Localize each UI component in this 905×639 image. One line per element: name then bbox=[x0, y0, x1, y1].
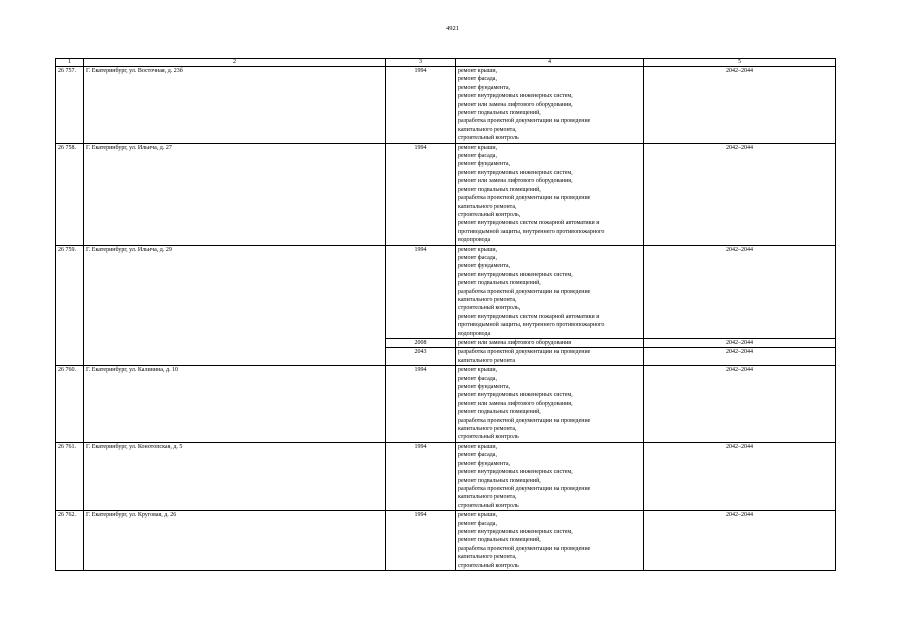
header-col-1: 1 bbox=[56, 59, 84, 67]
work-item: противодымной защиты, внутреннего противопожарного bbox=[458, 228, 605, 235]
work-item: ремонт подвальных помещений, bbox=[458, 477, 541, 484]
work-item: ремонт внутридомовых инженерных систем, bbox=[458, 93, 573, 100]
year-cell: 1994 bbox=[386, 442, 456, 510]
work-item: ремонт внутридомовых систем пожарной автоматики и bbox=[458, 313, 600, 320]
work-item: ремонт крыши, bbox=[458, 512, 498, 519]
row-number: 26 759. bbox=[56, 245, 84, 366]
year-cell: 1994 bbox=[386, 143, 456, 245]
work-item: ремонт фасада, bbox=[458, 452, 497, 459]
work-item: ремонт фасада, bbox=[458, 254, 497, 261]
work-item: ремонт крыши, bbox=[458, 246, 498, 253]
work-item: водопровода bbox=[458, 330, 491, 337]
works-cell bbox=[456, 366, 644, 443]
work-item: строительный контроль bbox=[458, 434, 519, 441]
work-item: ремонт внутридомовых инженерных систем, bbox=[458, 271, 573, 278]
work-item: ремонт крыши, bbox=[458, 443, 498, 450]
address-cell: Г. Екатеринбург, ул. Конотопская, д. 5 bbox=[84, 442, 386, 510]
work-item: строительный контроль bbox=[458, 562, 519, 569]
work-item: ремонт подвальных помещений, bbox=[458, 110, 541, 117]
work-item: ремонт или замена лифтового оборудования bbox=[458, 340, 572, 346]
row-number: 26 761. bbox=[56, 442, 84, 510]
work-item: капитального ремонта, bbox=[458, 494, 517, 501]
header-col-2: 2 bbox=[84, 59, 386, 67]
address-cell: Г. Екатеринбург, ул. Ильича, д. 27 bbox=[84, 143, 386, 245]
work-item: разработка проектной документации на проведение bbox=[458, 417, 591, 424]
work-item: ремонт фундамента, bbox=[458, 263, 510, 270]
year-cell: 2043 bbox=[386, 348, 456, 366]
work-item: ремонт внутридомовых инженерных систем, bbox=[458, 469, 573, 476]
header-col-4: 4 bbox=[456, 59, 644, 67]
work-item: ремонт внутридомовых инженерных систем, bbox=[458, 528, 573, 535]
year-cell: 1994 bbox=[386, 511, 456, 571]
work-item: строительный контроль bbox=[458, 502, 519, 509]
works-cell bbox=[456, 339, 644, 348]
work-item: ремонт крыши, bbox=[458, 367, 498, 374]
work-item: разработка проектной документации на проведение bbox=[458, 118, 591, 125]
work-item: строительный контроль, bbox=[458, 305, 521, 312]
year-cell: 1994 bbox=[386, 366, 456, 443]
work-item: ремонт или замена лифтового оборудования, bbox=[458, 101, 573, 108]
term-cell: 2042–2044 bbox=[644, 339, 836, 348]
work-item: ремонт подвальных помещений, bbox=[458, 537, 541, 544]
page-number: 4921 bbox=[446, 25, 459, 32]
row-number: 26 757. bbox=[56, 67, 84, 144]
works-cell bbox=[456, 348, 644, 366]
address-cell: Г. Екатеринбург, ул. Восточная, д. 23б bbox=[84, 67, 386, 144]
work-item: ремонт фасада, bbox=[458, 76, 497, 83]
work-item: капитального ремонта bbox=[458, 357, 516, 364]
header-col-5: 5 bbox=[644, 59, 836, 67]
term-cell: 2042–2044 bbox=[644, 511, 836, 571]
address-cell: Г. Екатеринбург, ул. Калинина, д. 10 bbox=[84, 366, 386, 443]
address-cell: Г. Екатеринбург, ул. Ильича, д. 29 bbox=[84, 245, 386, 366]
work-item: ремонт фундамента, bbox=[458, 384, 510, 391]
capital-repair-table bbox=[55, 58, 836, 571]
work-item: капитального ремонта, bbox=[458, 426, 517, 433]
row-number: 26 758. bbox=[56, 143, 84, 245]
work-item: ремонт фасада, bbox=[458, 520, 497, 527]
works-cell bbox=[456, 442, 644, 510]
header-row bbox=[56, 59, 836, 67]
work-item: капитального ремонта, bbox=[458, 203, 517, 210]
row-number: 26 762. bbox=[56, 511, 84, 571]
work-item: строительный контроль bbox=[458, 135, 519, 142]
term-cell: 2042–2044 bbox=[644, 143, 836, 245]
work-item: строительный контроль, bbox=[458, 211, 521, 218]
work-item: разработка проектной документации на проведение bbox=[458, 485, 591, 492]
table-row bbox=[56, 442, 836, 510]
year-cell: 1994 bbox=[386, 245, 456, 338]
works-cell bbox=[456, 245, 644, 338]
address-cell: Г. Екатеринбург, ул. Круговая, д. 26 bbox=[84, 511, 386, 571]
works-cell bbox=[456, 67, 644, 144]
work-item: водопровода bbox=[458, 237, 491, 244]
year-cell: 1994 bbox=[386, 67, 456, 144]
work-item: ремонт подвальных помещений, bbox=[458, 186, 541, 193]
term-cell: 2042–2044 bbox=[644, 245, 836, 338]
table-row bbox=[56, 67, 836, 144]
table-row bbox=[56, 143, 836, 245]
work-item: ремонт подвальных помещений, bbox=[458, 409, 541, 416]
header-col-3: 3 bbox=[386, 59, 456, 67]
year-cell: 2008 bbox=[386, 339, 456, 348]
works-cell bbox=[456, 143, 644, 245]
term-cell: 2042–2044 bbox=[644, 442, 836, 510]
work-item: капитального ремонта, bbox=[458, 554, 517, 561]
work-item: ремонт внутридомовых инженерных систем, bbox=[458, 169, 573, 176]
work-item: ремонт фундамента, bbox=[458, 84, 510, 91]
work-item: ремонт или замена лифтового оборудования, bbox=[458, 178, 573, 185]
work-item: ремонт или замена лифтового оборудования, bbox=[458, 400, 573, 407]
work-item: ремонт фундамента, bbox=[458, 161, 510, 168]
work-item: капитального ремонта, bbox=[458, 126, 517, 133]
term-cell: 2042–2044 bbox=[644, 366, 836, 443]
row-number: 26 760. bbox=[56, 366, 84, 443]
works-cell bbox=[456, 511, 644, 571]
table-row bbox=[56, 245, 836, 338]
work-item: ремонт внутридомовых систем пожарной автоматики и bbox=[458, 220, 600, 227]
table-row bbox=[56, 366, 836, 443]
work-item: противодымной защиты, внутреннего противопожарного bbox=[458, 322, 605, 329]
work-item: ремонт фасада, bbox=[458, 375, 497, 382]
work-item: ремонт фасада, bbox=[458, 153, 497, 160]
work-item: разработка проектной документации на проведение bbox=[458, 349, 591, 356]
work-item: разработка проектной документации на проведение bbox=[458, 545, 591, 552]
table-row bbox=[56, 511, 836, 571]
work-item: ремонт внутридомовых инженерных систем, bbox=[458, 392, 573, 399]
term-cell: 2042–2044 bbox=[644, 67, 836, 144]
work-item: ремонт крыши, bbox=[458, 68, 498, 74]
work-item: разработка проектной документации на проведение bbox=[458, 195, 591, 202]
work-item: разработка проектной документации на проведение bbox=[458, 288, 591, 295]
work-item: ремонт крыши, bbox=[458, 144, 498, 151]
term-cell: 2042–2044 bbox=[644, 348, 836, 366]
work-item: ремонт фундамента, bbox=[458, 460, 510, 467]
work-item: ремонт подвальных помещений, bbox=[458, 280, 541, 287]
work-item: капитального ремонта, bbox=[458, 296, 517, 303]
